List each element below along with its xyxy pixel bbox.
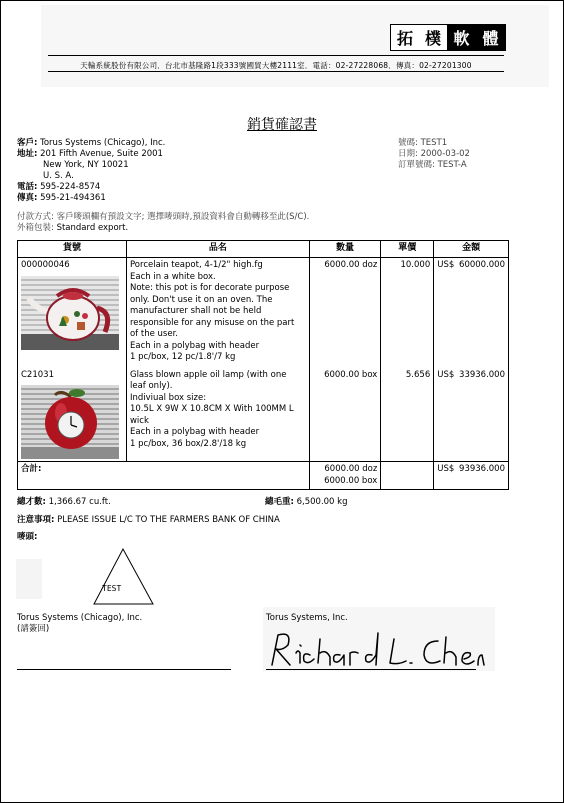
weight-label: 總毛重:	[265, 497, 294, 507]
customer-name: Torus Systems (Chicago), Inc.	[40, 138, 166, 148]
description-cell	[126, 258, 309, 368]
shipping-mark-text: TEST	[102, 584, 122, 593]
phone-label: 電話:	[17, 182, 38, 192]
description-line: Note: this pot is for decorate purpose	[129, 283, 290, 293]
document-title-text: 銷貨確認書	[247, 117, 317, 133]
packing-value: Standard export.	[56, 223, 129, 233]
cuft-label: 總才數:	[17, 497, 46, 507]
table-header-row	[18, 241, 509, 258]
teapot-image	[21, 276, 119, 350]
description-line: of the user.	[129, 329, 178, 339]
currency: US$	[437, 260, 455, 270]
terms-block	[17, 212, 309, 234]
company-logo	[390, 24, 506, 51]
col-description: 品名	[126, 241, 309, 258]
customer-block	[17, 138, 165, 204]
total-quantity-cell	[309, 462, 381, 490]
table-row	[18, 258, 509, 368]
phone-value: 595-224-8574	[40, 182, 101, 192]
col-amount: 金額	[434, 241, 509, 258]
description-line: leaf only).	[129, 381, 173, 391]
quantity-cell: 6000.00 box	[309, 368, 381, 462]
total-quantity: 6000.00 box	[324, 475, 378, 486]
address-label: 地址:	[17, 149, 38, 159]
seller-signature	[266, 627, 486, 671]
document-number: 號碼: TEST1	[398, 138, 448, 148]
document-title	[1, 114, 563, 134]
cuft-summary	[17, 497, 111, 508]
buyer-name: Torus Systems (Chicago), Inc.	[17, 613, 143, 623]
amount-cell	[434, 368, 509, 462]
col-quantity: 數量	[309, 241, 381, 258]
sku-value: C21031	[21, 369, 54, 380]
logo-char: 樸	[424, 29, 441, 48]
apple-lamp-image	[21, 385, 119, 459]
sku-value: 000000046	[21, 260, 70, 270]
customer-label: 客戶:	[17, 138, 38, 148]
marks-label: 嘜頭:	[17, 532, 38, 542]
weight-summary	[265, 497, 347, 508]
items-table	[17, 240, 509, 490]
logo-char: 軟	[453, 29, 470, 48]
description-line: wick	[129, 415, 149, 426]
amount-value: 60000.000	[459, 260, 505, 270]
shipping-mark	[16, 545, 161, 607]
description-line: Indiviual box size:	[129, 392, 207, 403]
description-line: Porcelain teapot, 4-1/2" high.fg	[129, 260, 263, 270]
total-amount-cell	[434, 462, 509, 490]
total-amount: 93936.000	[459, 464, 505, 474]
fax-label: 傳真:	[17, 193, 38, 203]
currency: US$	[437, 369, 455, 380]
notes-label: 注意事項:	[17, 515, 55, 525]
header-divider	[48, 71, 504, 72]
amount-value: 33936.000	[459, 369, 505, 380]
table-row	[18, 368, 509, 462]
col-unit-price: 單價	[381, 241, 434, 258]
description-line: Each in a polybag with header	[129, 340, 260, 351]
description-line: Glass blown apple oil lamp (with one	[129, 369, 287, 380]
address-line: 201 Fifth Avenue, Suite 2001	[40, 149, 163, 159]
description-line: responsible for any misuse on the part	[129, 317, 295, 328]
total-row	[18, 462, 509, 490]
address-line: New York, NY 10021	[43, 160, 129, 170]
total-label: 合計:	[18, 462, 310, 490]
description-line: 1 pc/box, 36 box/2.8'/18 kg	[129, 438, 247, 449]
notes-value: PLEASE ISSUE L/C TO THE FARMERS BANK OF CHINA	[57, 515, 280, 525]
apple-lamp-illustration	[21, 385, 119, 459]
unit-price-cell: 10.000	[381, 258, 434, 368]
sku-cell	[18, 368, 127, 462]
description-cell	[126, 368, 309, 462]
description-line: Each in a polybag with header	[129, 427, 260, 437]
seller-name: Torus Systems, Inc.	[266, 613, 348, 623]
sku-cell	[18, 258, 127, 368]
address-line: U. S. A.	[43, 171, 74, 181]
buyer-signature-line	[17, 669, 231, 670]
logo-char: 拓	[396, 29, 413, 48]
buyer-note: (請簽回)	[17, 624, 50, 634]
total-quantity: 6000.00 doz	[324, 464, 378, 474]
seller-signature-line	[266, 669, 476, 670]
quantity-cell: 6000.00 doz	[309, 258, 381, 368]
cuft-value: 1,366.67 cu.ft.	[48, 497, 111, 507]
company-info: 天輪系統股份有限公司．台北市基隆路1段333號國貿大樓2111室．電話：02-27228068．傳真：02-27201300	[80, 61, 472, 70]
description-line: only. Don't use it on an oven. The	[129, 294, 273, 305]
header-divider	[48, 55, 504, 56]
notes	[17, 515, 280, 526]
total-currency: US$	[437, 464, 455, 474]
weight-value: 6,500.00 kg	[296, 497, 348, 507]
amount-cell	[434, 258, 509, 368]
description-line: Each in a white box.	[129, 271, 216, 282]
col-sku: 貨號	[18, 241, 127, 258]
unit-price-cell: 5.656	[381, 368, 434, 462]
description-line: manufacturer shall not be held	[129, 306, 262, 316]
teapot-illustration	[21, 276, 119, 350]
logo-light-part	[391, 25, 447, 50]
description-line: 1 pc/box, 12 pc/1.8'/7 kg	[129, 352, 236, 362]
packing-label: 外箱包裝:	[17, 223, 54, 233]
buyer-signature-block	[17, 613, 142, 635]
document-date: 日期: 2000-03-02	[398, 149, 470, 159]
description-line: 10.5L X 9W X 10.8CM X With 100MM L	[129, 404, 294, 414]
payment-terms: 付款方式: 客戶嘜頭欄有預設文字; 選擇嘜頭時,預設資料會自動轉移至此(S/C).	[17, 212, 310, 222]
order-number: 訂單號碼: TEST-A	[398, 160, 467, 170]
logo-char: 體	[482, 29, 499, 48]
fax-value: 595-21-494361	[40, 193, 106, 203]
document-meta	[398, 138, 470, 171]
total-empty-cell	[381, 462, 434, 490]
logo-dark-part	[447, 25, 505, 50]
